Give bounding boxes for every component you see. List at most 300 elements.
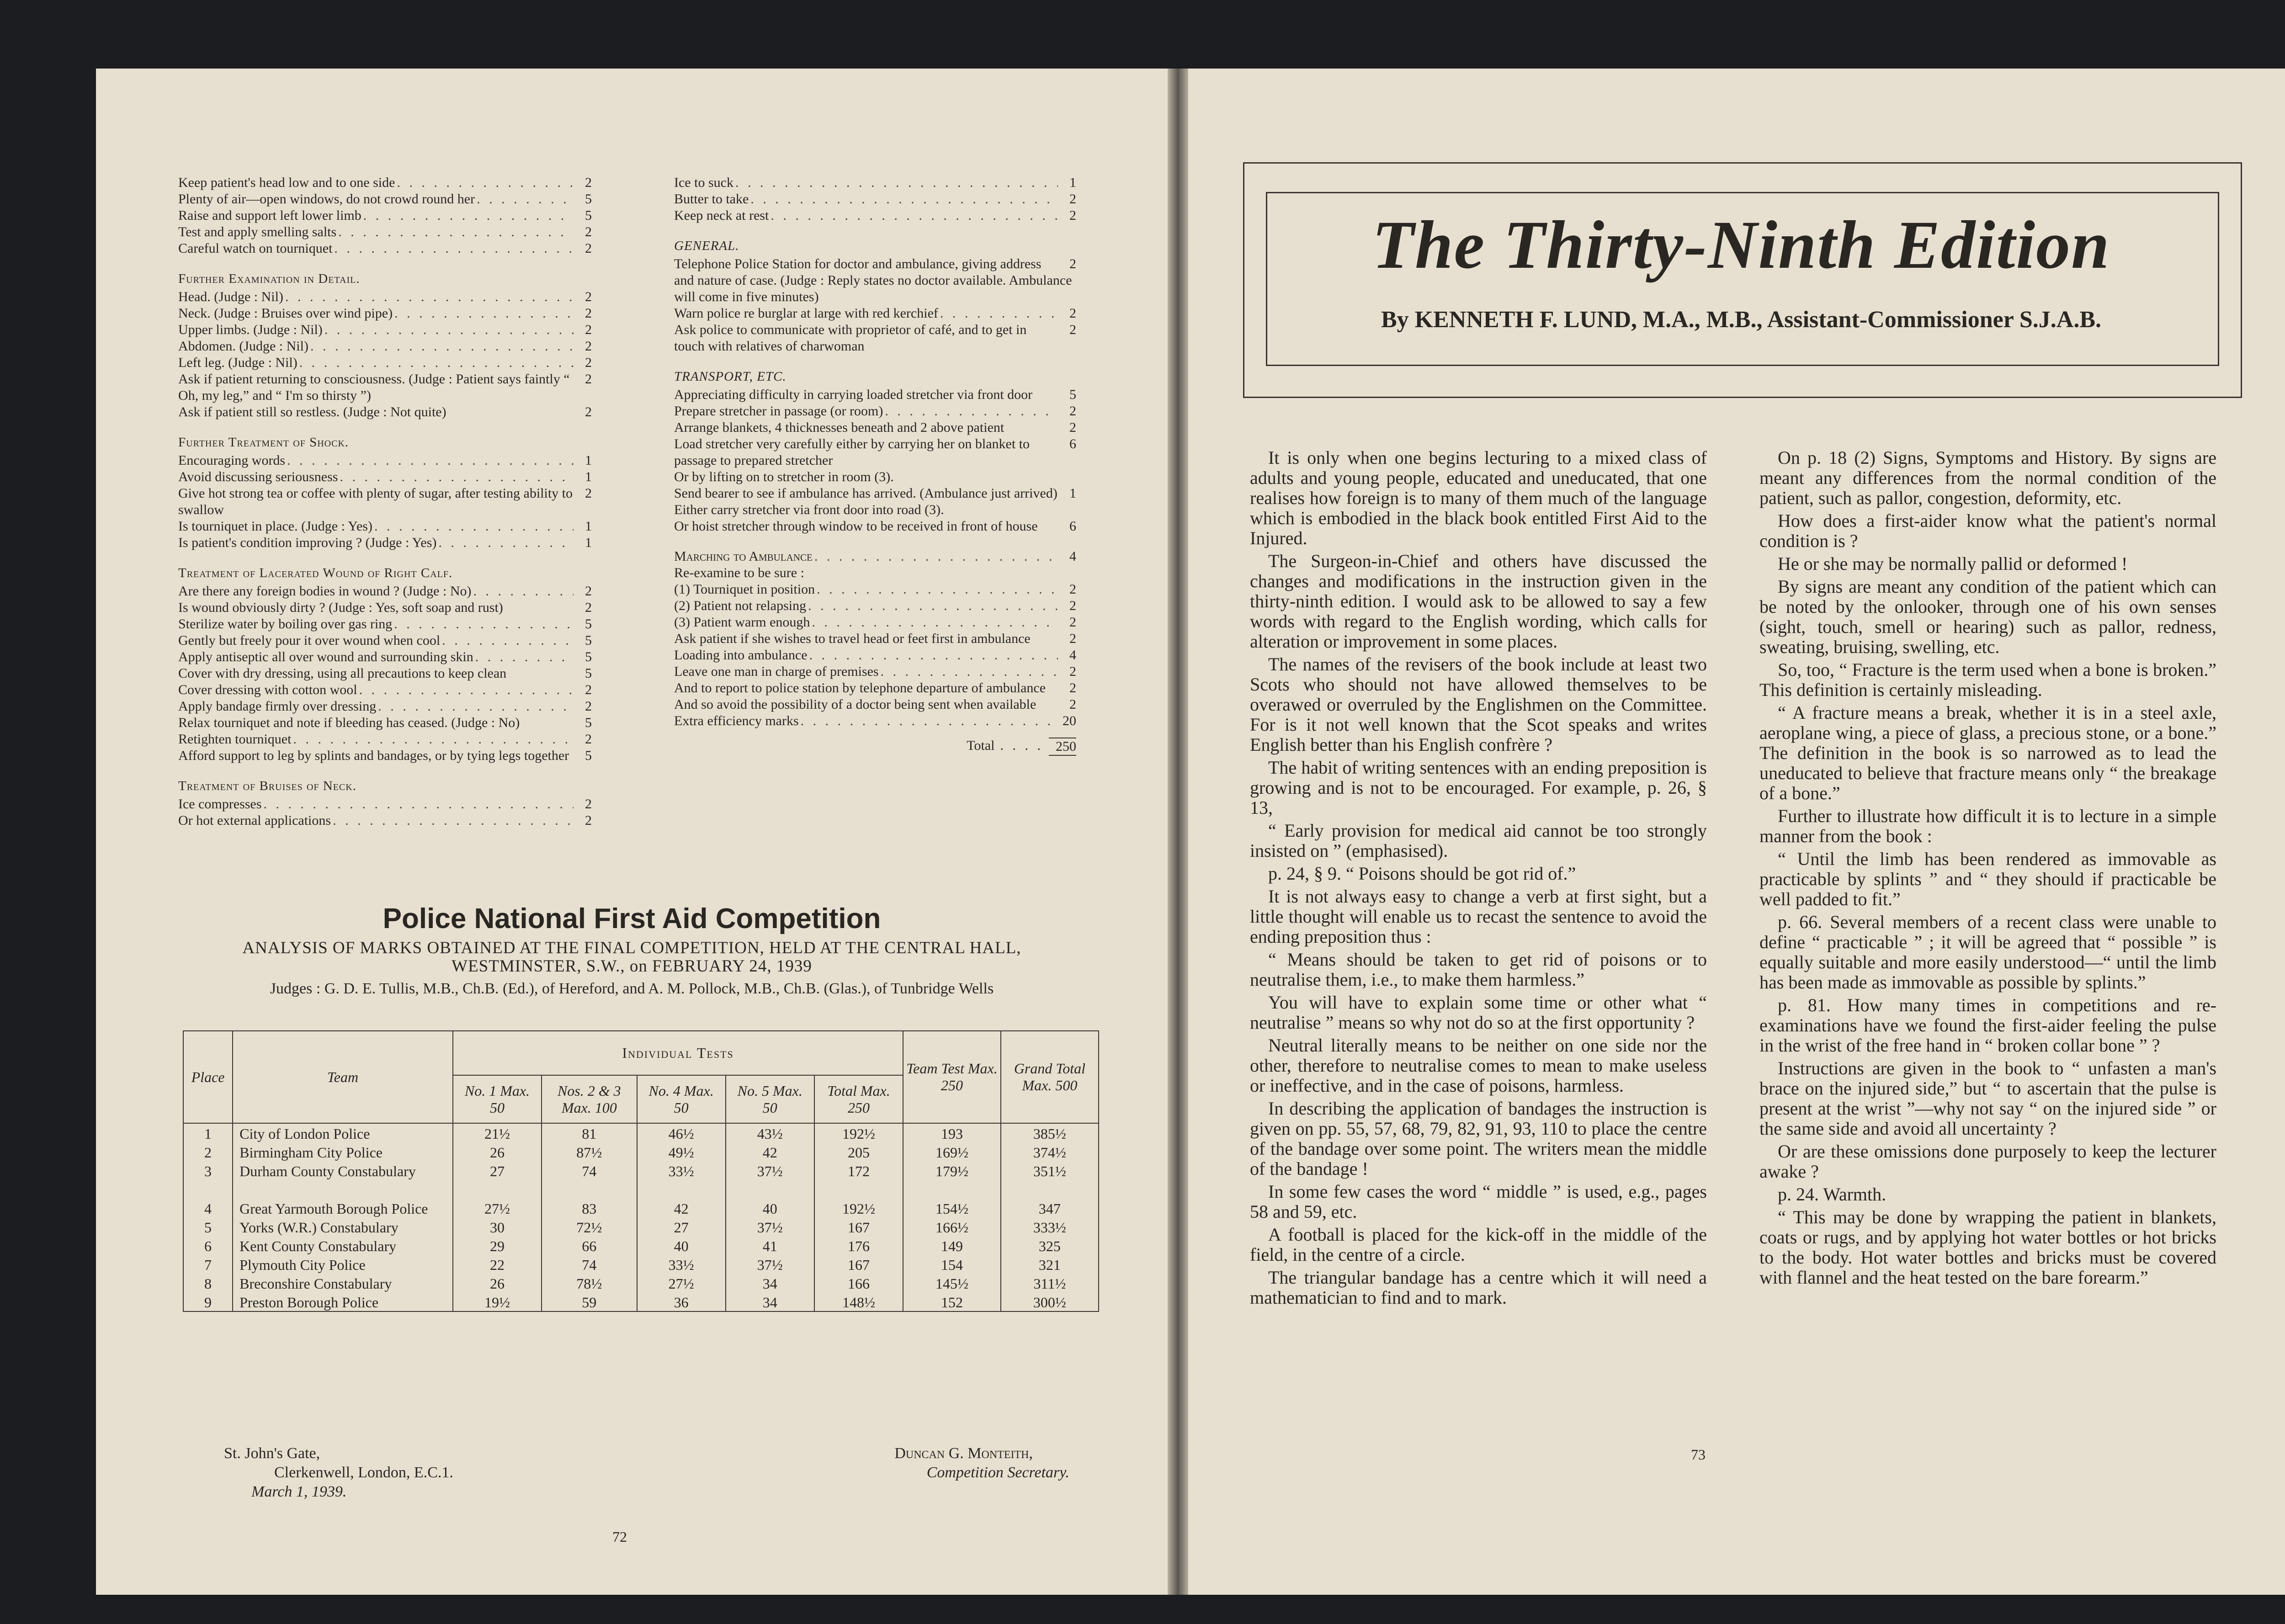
leader-dots bbox=[440, 632, 574, 649]
individual-total-cell: 148½ bbox=[814, 1292, 903, 1311]
mark-item-text: Ice compresses bbox=[178, 796, 262, 812]
article-paragraph: The habit of writing sentences with an ending preposition is growing and is not to be encouraged. For example, p. 26, § 13, bbox=[1250, 757, 1707, 818]
place-cell: 7 bbox=[183, 1255, 233, 1274]
mark-item bbox=[178, 207, 592, 224]
test-4-cell: 27 bbox=[637, 1217, 726, 1236]
mark-item bbox=[178, 404, 592, 420]
test-1-cell: 27½ bbox=[453, 1180, 542, 1217]
place-cell: 1 bbox=[183, 1123, 233, 1142]
mark-value: 2 bbox=[585, 732, 592, 747]
mark-value bbox=[894, 469, 912, 485]
mark-value: 2 bbox=[585, 241, 592, 256]
section-heading-general: GENERAL. bbox=[674, 239, 739, 253]
mark-item-text: Is wound obviously dirty ? (Judge : Yes, soft soap and rust) bbox=[178, 600, 503, 615]
mark-item-text: Encouraging words bbox=[178, 453, 286, 468]
mark-item bbox=[674, 419, 1076, 436]
test-4-cell: 42 bbox=[637, 1180, 726, 1217]
mark-value: 1 bbox=[585, 519, 592, 534]
mark-value: 2 bbox=[585, 682, 592, 697]
leader-dots: . . . . bbox=[1000, 738, 1043, 753]
shock-marks-list bbox=[178, 452, 592, 551]
mark-item-text: Raise and support left lower limb bbox=[178, 208, 361, 223]
mark-item-text: Butter to take bbox=[674, 191, 749, 207]
leader-dots bbox=[261, 796, 574, 812]
article-paragraph: Instructions are given in the book to “ unfasten a man's brace on the injured side,” but “ to ascertain that the pulse is present at the wrist ”—why not say “ on the injured side ” or the same side and avoid all uncertainty ? bbox=[1759, 1058, 2216, 1139]
test-5-cell: 34 bbox=[726, 1274, 814, 1292]
header-team-test: Team Test Max. 250 bbox=[903, 1031, 1001, 1123]
mark-item bbox=[178, 796, 592, 812]
mark-value: 2 bbox=[1069, 403, 1076, 419]
mark-item bbox=[674, 614, 1076, 631]
mark-item-text: Warn police re burglar at large with red kerchief bbox=[674, 306, 938, 321]
header-grand-total: Grand Total Max. 500 bbox=[1001, 1031, 1099, 1123]
leader-dots bbox=[810, 614, 1058, 631]
article-paragraph: “ Means should be taken to get rid of poisons or to neutralise them, i.e., to make them harmless.” bbox=[1250, 949, 1707, 990]
total-label: Total bbox=[967, 738, 995, 753]
mark-item-text: Plenty of air—open windows, do not crowd round her bbox=[178, 191, 475, 207]
mark-item-text: Upper limbs. (Judge : Nil) bbox=[178, 322, 323, 337]
mark-item bbox=[178, 600, 592, 616]
mark-item-text: Leave one man in charge of premises bbox=[674, 664, 879, 679]
leader-dots bbox=[285, 452, 574, 469]
table-row bbox=[183, 1274, 1099, 1292]
leader-dots bbox=[395, 175, 574, 191]
tests-2-3-cell: 72½ bbox=[542, 1217, 637, 1236]
competition-subtitle: ANALYSIS OF MARKS OBTAINED AT THE FINAL COMPETITION, HELD AT THE CENTRAL HALL, WESTMINSTER, S.W., on FEBRUARY 24, 1939 bbox=[242, 939, 1021, 976]
mark-item-text: Either carry stretcher via front door into road (3). bbox=[674, 502, 944, 517]
test-4-cell: 33½ bbox=[637, 1161, 726, 1180]
leader-dots bbox=[323, 322, 574, 338]
mark-value: 2 bbox=[1069, 322, 1076, 337]
mark-value: 4 bbox=[1069, 549, 1076, 564]
team-cell: Birmingham City Police bbox=[233, 1142, 453, 1161]
grand-total-cell: 385½ bbox=[1001, 1123, 1099, 1142]
team-test-cell: 179½ bbox=[903, 1161, 1001, 1180]
mark-item-text: Send bearer to see if ambulance has arrived. (Ambulance just arrived) bbox=[674, 486, 1057, 501]
mark-item bbox=[674, 436, 1076, 469]
team-cell: Kent County Constabulary bbox=[233, 1236, 453, 1255]
article-paragraph: p. 24. Warmth. bbox=[1778, 1184, 1886, 1205]
mark-item-text: And to report to police station by telephone departure of ambulance bbox=[674, 680, 1046, 695]
leader-dots bbox=[769, 207, 1058, 224]
leader-dots bbox=[938, 305, 1058, 322]
mark-value: 1 bbox=[1069, 486, 1076, 501]
article-paragraph: On p. 18 (2) Signs, Symptoms and History. By signs are meant any differences from the normal condition of the patient, such as pallor, congestion, deformity, etc. bbox=[1759, 447, 2216, 508]
individual-total-cell: 167 bbox=[814, 1217, 903, 1236]
leader-dots bbox=[308, 338, 574, 355]
mark-value: 5 bbox=[1069, 387, 1076, 402]
neck-marks-list bbox=[178, 796, 592, 829]
address-date: March 1, 1939. bbox=[251, 1483, 347, 1500]
leader-dots bbox=[473, 649, 574, 665]
mark-item-text: (2) Patient not relapsing bbox=[674, 598, 807, 613]
mark-item-text: Apply antiseptic all over wound and surrounding skin bbox=[178, 649, 473, 664]
leader-dots bbox=[338, 469, 574, 485]
section-heading-neck: Treatment of Bruises of Neck. bbox=[178, 779, 356, 793]
mark-item bbox=[674, 256, 1076, 305]
team-cell: Plymouth City Police bbox=[233, 1255, 453, 1274]
mark-value: 2 bbox=[585, 322, 592, 337]
mark-value: 1 bbox=[1069, 175, 1076, 190]
mark-item bbox=[178, 583, 592, 600]
team-cell: Yorks (W.R.) Constabulary bbox=[233, 1217, 453, 1236]
test-1-cell: 26 bbox=[453, 1142, 542, 1161]
mark-item-text: Are there any foreign bodies in wound ? (Judge : No) bbox=[178, 584, 472, 599]
article-paragraph: The Surgeon-in-Chief and others have discussed the changes and modifications in the instruction given in the thirty-ninth edition. I would ask to be allowed to say a few words with regard to the English wording, which calls for alteration or improvement in some places. bbox=[1250, 551, 1707, 652]
test-1-cell: 19½ bbox=[453, 1292, 542, 1311]
address-line-1: St. John's Gate, bbox=[224, 1445, 320, 1462]
mark-value: 2 bbox=[1069, 582, 1076, 597]
leader-dots bbox=[298, 355, 574, 371]
test-5-cell: 37½ bbox=[726, 1255, 814, 1274]
test-5-cell: 37½ bbox=[726, 1161, 814, 1180]
mark-item-text: Neck. (Judge : Bruises over wind pipe) bbox=[178, 306, 393, 321]
mark-value: 2 bbox=[585, 289, 592, 304]
tests-2-3-cell: 66 bbox=[542, 1236, 637, 1255]
mark-value: 2 bbox=[585, 339, 592, 354]
mark-item-text: (1) Tourniquet in position bbox=[674, 582, 815, 597]
mark-item bbox=[178, 731, 592, 748]
calf-marks-list bbox=[178, 583, 592, 764]
team-test-cell: 154½ bbox=[903, 1180, 1001, 1217]
mark-item bbox=[178, 665, 592, 682]
article-paragraph: A football is placed for the kick-off in the middle of the field, in the centre of a circle. bbox=[1250, 1224, 1707, 1265]
mark-value: 2 bbox=[585, 372, 592, 387]
team-cell: Preston Borough Police bbox=[233, 1292, 453, 1311]
mark-item-text: Cover dressing with cotton wool bbox=[178, 682, 357, 697]
mark-item bbox=[178, 289, 592, 305]
mark-item-text: And so avoid the possibility of a doctor being sent when available bbox=[674, 697, 1036, 712]
mark-item bbox=[674, 696, 1076, 713]
competition-title: Police National First Aid Competition bbox=[383, 903, 881, 934]
mark-item-text: Appreciating difficulty in carrying loaded stretcher via front door bbox=[674, 387, 1033, 402]
mark-value: 2 bbox=[585, 796, 592, 812]
mark-item bbox=[674, 207, 1076, 224]
individual-total-cell: 166 bbox=[814, 1274, 903, 1292]
mark-item-text: Left leg. (Judge : Nil) bbox=[178, 355, 298, 370]
individual-total-cell: 176 bbox=[814, 1236, 903, 1255]
mark-item bbox=[674, 387, 1076, 403]
test-5-cell: 37½ bbox=[726, 1217, 814, 1236]
mark-item-text: Relax tourniquet and note if bleeding has ceased. (Judge : No) bbox=[178, 715, 520, 730]
article-paragraph: “ Until the limb has been rendered as immovable as practicable by splints ” and “ they should if practicable be well padded to fit.” bbox=[1759, 849, 2216, 909]
recovery-marks-list bbox=[178, 175, 592, 257]
mark-value: 20 bbox=[1063, 713, 1076, 728]
test-5-cell: 43½ bbox=[726, 1123, 814, 1142]
article-paragraph: By signs are meant any condition of the patient which can be noted by the onlooker, through one of his own senses (sight, touch, smell or hearing) such as pallor, redness, sweating, bruising, swelling, etc. bbox=[1759, 576, 2216, 657]
mark-value: 2 bbox=[1069, 664, 1076, 679]
signature-block bbox=[768, 1444, 1069, 1482]
marching-marks-list bbox=[674, 565, 1076, 729]
mark-item-text: Cover with dry dressing, using all precautions to keep clean bbox=[178, 666, 507, 681]
mark-item bbox=[674, 322, 1076, 355]
leader-dots bbox=[733, 175, 1058, 191]
mark-value: 2 bbox=[585, 600, 592, 615]
individual-total-cell: 192½ bbox=[814, 1123, 903, 1142]
mark-item-text: Test and apply smelling salts bbox=[178, 224, 337, 239]
article-paragraph: “ This may be done by wrapping the patient in blankets, coats or rugs, and by applying hot water bottles or hot bricks to the body. Hot water bottles and bricks must be covered with flannel and the heat tested on the bare forearm.” bbox=[1759, 1207, 2216, 1288]
page-number-left: 72 bbox=[612, 1528, 627, 1545]
individual-total-cell: 167 bbox=[814, 1255, 903, 1274]
mark-item bbox=[674, 647, 1076, 663]
mark-value: 5 bbox=[585, 208, 592, 223]
leader-dots bbox=[471, 583, 574, 600]
leader-dots bbox=[291, 731, 574, 748]
mark-item bbox=[178, 682, 592, 698]
article-paragraph: The triangular bandage has a centre which it will need a mathematician to find and to mark. bbox=[1250, 1267, 1707, 1308]
neck-care-marks-list bbox=[674, 175, 1076, 224]
section-heading-shock: Further Treatment of Shock. bbox=[178, 435, 349, 450]
leader-dots bbox=[749, 191, 1058, 207]
mark-item-text: Careful watch on tourniquet bbox=[178, 241, 333, 256]
individual-total-cell: 172 bbox=[814, 1161, 903, 1180]
team-cell: Durham County Constabulary bbox=[233, 1161, 453, 1180]
mark-item bbox=[674, 502, 1076, 518]
mark-item bbox=[178, 715, 592, 731]
mark-item bbox=[674, 518, 1076, 535]
article-paragraph: p. 81. How many times in competitions and re-examinations have we found the first-aider feeling the pulse in the wrist of the free hand in “ broken collar bone ” ? bbox=[1759, 995, 2216, 1056]
mark-value: 5 bbox=[585, 633, 592, 648]
mark-item-text: (3) Patient warm enough bbox=[674, 615, 810, 630]
leader-dots bbox=[372, 518, 574, 535]
header-individual-total: Total Max. 250 bbox=[814, 1075, 903, 1123]
tests-2-3-cell: 83 bbox=[542, 1180, 637, 1217]
mark-value: 2 bbox=[1069, 420, 1076, 435]
table-row bbox=[183, 1142, 1099, 1161]
mark-value: 1 bbox=[585, 453, 592, 468]
book-gutter bbox=[1168, 69, 1188, 1595]
mark-item bbox=[178, 175, 592, 191]
article-paragraph: It is only when one begins lecturing to a mixed class of adults and young people, educated and uneducated, that one realises how foreign is to many of them much of the language which is embodied in the black book entitled First Aid to the Injured. bbox=[1250, 447, 1707, 548]
mark-item-text: Retighten tourniquet bbox=[178, 732, 292, 747]
mark-item bbox=[178, 240, 592, 257]
header-test-4: No. 4 Max. 50 bbox=[637, 1075, 726, 1123]
place-cell: 3 bbox=[183, 1161, 233, 1180]
tests-2-3-cell: 74 bbox=[542, 1255, 637, 1274]
page-number-right: 73 bbox=[1691, 1446, 1706, 1463]
table-row bbox=[183, 1236, 1099, 1255]
test-4-cell: 36 bbox=[637, 1292, 726, 1311]
mark-item bbox=[178, 191, 592, 207]
mark-value: 2 bbox=[1069, 208, 1076, 223]
mark-item-text: Is patient's condition improving ? (Judge : Yes) bbox=[178, 535, 437, 550]
table-row bbox=[183, 1255, 1099, 1274]
grand-total-cell: 333½ bbox=[1001, 1217, 1099, 1236]
mark-item-text: Or hot external applications bbox=[178, 813, 331, 828]
mark-value: 5 bbox=[585, 748, 592, 763]
header-place: Place bbox=[183, 1031, 233, 1123]
mark-item bbox=[178, 469, 592, 485]
mark-value: 6 bbox=[1069, 519, 1076, 534]
mark-item bbox=[674, 713, 1076, 729]
mark-value: 2 bbox=[1069, 191, 1076, 207]
mark-item-text: Is tourniquet in place. (Judge : Yes) bbox=[178, 519, 372, 534]
mark-item-text: Or by lifting on to stretcher in room (3). bbox=[674, 469, 894, 484]
team-test-cell: 169½ bbox=[903, 1142, 1001, 1161]
leader-dots bbox=[799, 713, 1058, 729]
individual-total-cell: 205 bbox=[814, 1142, 903, 1161]
test-1-cell: 21½ bbox=[453, 1123, 542, 1142]
leader-dots bbox=[376, 698, 574, 715]
table-row bbox=[183, 1123, 1099, 1142]
table-row bbox=[183, 1180, 1099, 1217]
test-5-cell: 40 bbox=[726, 1180, 814, 1217]
address-line-2: Clerkenwell, London, E.C.1. bbox=[274, 1464, 453, 1481]
section-heading-transport: TRANSPORT, ETC. bbox=[674, 369, 786, 384]
team-cell: Breconshire Constabulary bbox=[233, 1274, 453, 1292]
mark-value: 2 bbox=[1069, 697, 1076, 712]
mark-value: 5 bbox=[585, 649, 592, 664]
total-value: 250 bbox=[1049, 738, 1076, 756]
mark-item-text: Load stretcher very carefully either by carrying her on blanket to passage to prepared stretcher bbox=[674, 436, 1030, 468]
mark-item bbox=[178, 812, 592, 829]
place-cell: 2 bbox=[183, 1142, 233, 1161]
article-paragraph: In describing the application of bandages the instruction is given on pp. 55, 57, 68, 79, 82, 91, 93, 110 to place the centre of the bandage over some point. The writers mean the middle of the bandage ! bbox=[1250, 1098, 1707, 1179]
mark-item bbox=[674, 485, 1076, 502]
mark-item-text: Prepare stretcher in passage (or room) bbox=[674, 403, 883, 419]
header-team: Team bbox=[233, 1031, 453, 1123]
place-cell: 8 bbox=[183, 1274, 233, 1292]
article-paragraph: In some few cases the word “ middle ” is used, e.g., pages 58 and 59, etc. bbox=[1250, 1181, 1707, 1222]
tests-2-3-cell: 87½ bbox=[542, 1142, 637, 1161]
mark-value: 1 bbox=[585, 469, 592, 484]
mark-item-text: Telephone Police Station for doctor and ambulance, giving address and nature of case. (Judge : Reply states no doctor available. Ambulance will come in five minutes) bbox=[674, 256, 1072, 304]
test-1-cell: 22 bbox=[453, 1255, 542, 1274]
mark-item-text: Ask if patient returning to consciousness. (Judge : Patient says faintly “ Oh, my leg,” and “ I'm so thirsty ”) bbox=[178, 372, 570, 403]
leader-dots bbox=[813, 548, 1058, 565]
secretary-name: Duncan G. Monteith, bbox=[894, 1445, 1033, 1462]
mark-item bbox=[674, 305, 1076, 322]
article-byline: By KENNETH F. LUND, M.A., M.B., Assistant-Commissioner S.J.A.B. bbox=[1381, 307, 2102, 333]
general-marks-list bbox=[674, 256, 1076, 355]
mark-item-text: Abdomen. (Judge : Nil) bbox=[178, 339, 308, 354]
mark-item bbox=[178, 632, 592, 649]
grand-total-cell: 325 bbox=[1001, 1236, 1099, 1255]
mark-value: 2 bbox=[1069, 306, 1076, 321]
leader-dots bbox=[475, 191, 574, 207]
tests-2-3-cell: 74 bbox=[542, 1161, 637, 1180]
test-4-cell: 27½ bbox=[637, 1274, 726, 1292]
article-paragraph: How does a first-aider know what the patient's normal condition is ? bbox=[1759, 510, 2216, 551]
leader-dots bbox=[436, 535, 574, 551]
mark-value: 4 bbox=[1069, 647, 1076, 663]
article-paragraph: He or she may be normally pallid or deformed ! bbox=[1778, 553, 2128, 574]
left-page bbox=[96, 69, 1168, 1595]
leader-dots bbox=[806, 598, 1058, 614]
marks-column-1 bbox=[178, 175, 592, 829]
mark-item bbox=[674, 663, 1076, 680]
grand-total-cell: 347 bbox=[1001, 1180, 1099, 1217]
team-test-cell: 152 bbox=[903, 1292, 1001, 1311]
team-test-cell: 166½ bbox=[903, 1217, 1001, 1236]
mark-item bbox=[178, 616, 592, 632]
header-individual-tests: Individual Tests bbox=[453, 1031, 903, 1075]
team-cell: City of London Police bbox=[233, 1123, 453, 1142]
section-heading-calf: Treatment of Lacerated Wound of Right Calf. bbox=[178, 566, 453, 580]
test-5-cell: 34 bbox=[726, 1292, 814, 1311]
leader-dots bbox=[808, 647, 1058, 663]
grand-total-cell: 374½ bbox=[1001, 1142, 1099, 1161]
test-1-cell: 27 bbox=[453, 1161, 542, 1180]
test-4-cell: 49½ bbox=[637, 1142, 726, 1161]
mark-item bbox=[674, 565, 1076, 581]
mark-item bbox=[178, 698, 592, 715]
tests-2-3-cell: 59 bbox=[542, 1292, 637, 1311]
table-row bbox=[183, 1217, 1099, 1236]
mark-value: 2 bbox=[585, 224, 592, 239]
mark-item-text: Gently but freely pour it over wound when cool bbox=[178, 633, 441, 648]
mark-value: 2 bbox=[585, 355, 592, 370]
examination-marks-list bbox=[178, 289, 592, 420]
mark-item-text: Sterilize water by boiling over gas ring bbox=[178, 616, 393, 632]
right-page bbox=[1188, 69, 2285, 1595]
table-row bbox=[183, 1292, 1099, 1311]
mark-item-text: Ice to suck bbox=[674, 175, 733, 190]
mark-item-text: Arrange blankets, 4 thicknesses beneath and 2 above patient bbox=[674, 420, 1004, 435]
mark-value: 5 bbox=[585, 191, 592, 207]
test-5-cell: 41 bbox=[726, 1236, 814, 1255]
mark-value: 2 bbox=[585, 306, 592, 321]
article-paragraph: p. 66. Several members of a recent class were unable to define “ practicable ” ; it will be agreed that “ possible ” is equally suitable and more easily understood—“ until the limb has been made as immovable as possible by splints.” bbox=[1759, 912, 2216, 992]
leader-dots bbox=[879, 663, 1058, 680]
mark-item bbox=[674, 191, 1076, 207]
team-test-cell: 149 bbox=[903, 1236, 1001, 1255]
mark-value: 2 bbox=[585, 699, 592, 714]
leader-dots bbox=[393, 305, 574, 322]
article-paragraph: Neutral literally means to be neither on one side nor the other, therefore to neutralise comes to mean to make useless or ineffective, and in the case of poisons, harmless. bbox=[1250, 1035, 1707, 1096]
team-cell: Great Yarmouth Borough Police bbox=[233, 1180, 453, 1217]
header-test-5: No. 5 Max. 50 bbox=[726, 1075, 814, 1123]
mark-item bbox=[674, 469, 1076, 485]
grand-total-cell: 351½ bbox=[1001, 1161, 1099, 1180]
test-4-cell: 33½ bbox=[637, 1255, 726, 1274]
article-paragraph: Further to illustrate how difficult it is to lecture in a simple manner from the book : bbox=[1759, 806, 2216, 846]
mark-value: 1 bbox=[585, 535, 592, 550]
place-cell: 6 bbox=[183, 1236, 233, 1255]
mark-value: 2 bbox=[585, 486, 592, 501]
mark-item bbox=[674, 175, 1076, 191]
grand-total-cell: 321 bbox=[1001, 1255, 1099, 1274]
marks-column-2 bbox=[674, 175, 1076, 756]
article-paragraph: “ Early provision for medical aid cannot be too strongly insisted on ” (emphasised). bbox=[1250, 820, 1707, 861]
section-heading-marching: Marching to Ambulance bbox=[674, 549, 813, 564]
transport-marks-list bbox=[674, 387, 1076, 535]
mark-value: 2 bbox=[1069, 631, 1076, 646]
leader-dots bbox=[392, 616, 574, 632]
mark-item bbox=[674, 631, 1076, 647]
header-tests-2-3: Nos. 2 & 3 Max. 100 bbox=[542, 1075, 637, 1123]
mark-item bbox=[178, 452, 592, 469]
test-4-cell: 46½ bbox=[637, 1123, 726, 1142]
section-heading-examination: Further Examination in Detail. bbox=[178, 271, 360, 286]
team-test-cell: 154 bbox=[903, 1255, 1001, 1274]
mark-item-text: Loading into ambulance bbox=[674, 647, 808, 663]
place-cell: 5 bbox=[183, 1217, 233, 1236]
article-paragraph: Or are these omissions done purposely to keep the lecturer awake ? bbox=[1759, 1141, 2216, 1182]
address-block bbox=[224, 1444, 544, 1502]
leader-dots bbox=[361, 207, 574, 224]
mark-value bbox=[804, 565, 823, 581]
mark-item-text: Afford support to leg by splints and bandages, or by tying legs together bbox=[178, 748, 569, 763]
mark-item-text: Keep patient's head low and to one side bbox=[178, 175, 395, 190]
test-1-cell: 26 bbox=[453, 1274, 542, 1292]
tests-2-3-cell: 81 bbox=[542, 1123, 637, 1142]
grand-total-cell: 300½ bbox=[1001, 1292, 1099, 1311]
tests-2-3-cell: 78½ bbox=[542, 1274, 637, 1292]
place-cell: 9 bbox=[183, 1292, 233, 1311]
mark-item-text: Ask police to communicate with proprietor of café, and to get in touch with relatives of charwoman bbox=[674, 322, 1027, 354]
mark-item-text: Re-examine to be sure : bbox=[674, 565, 804, 580]
